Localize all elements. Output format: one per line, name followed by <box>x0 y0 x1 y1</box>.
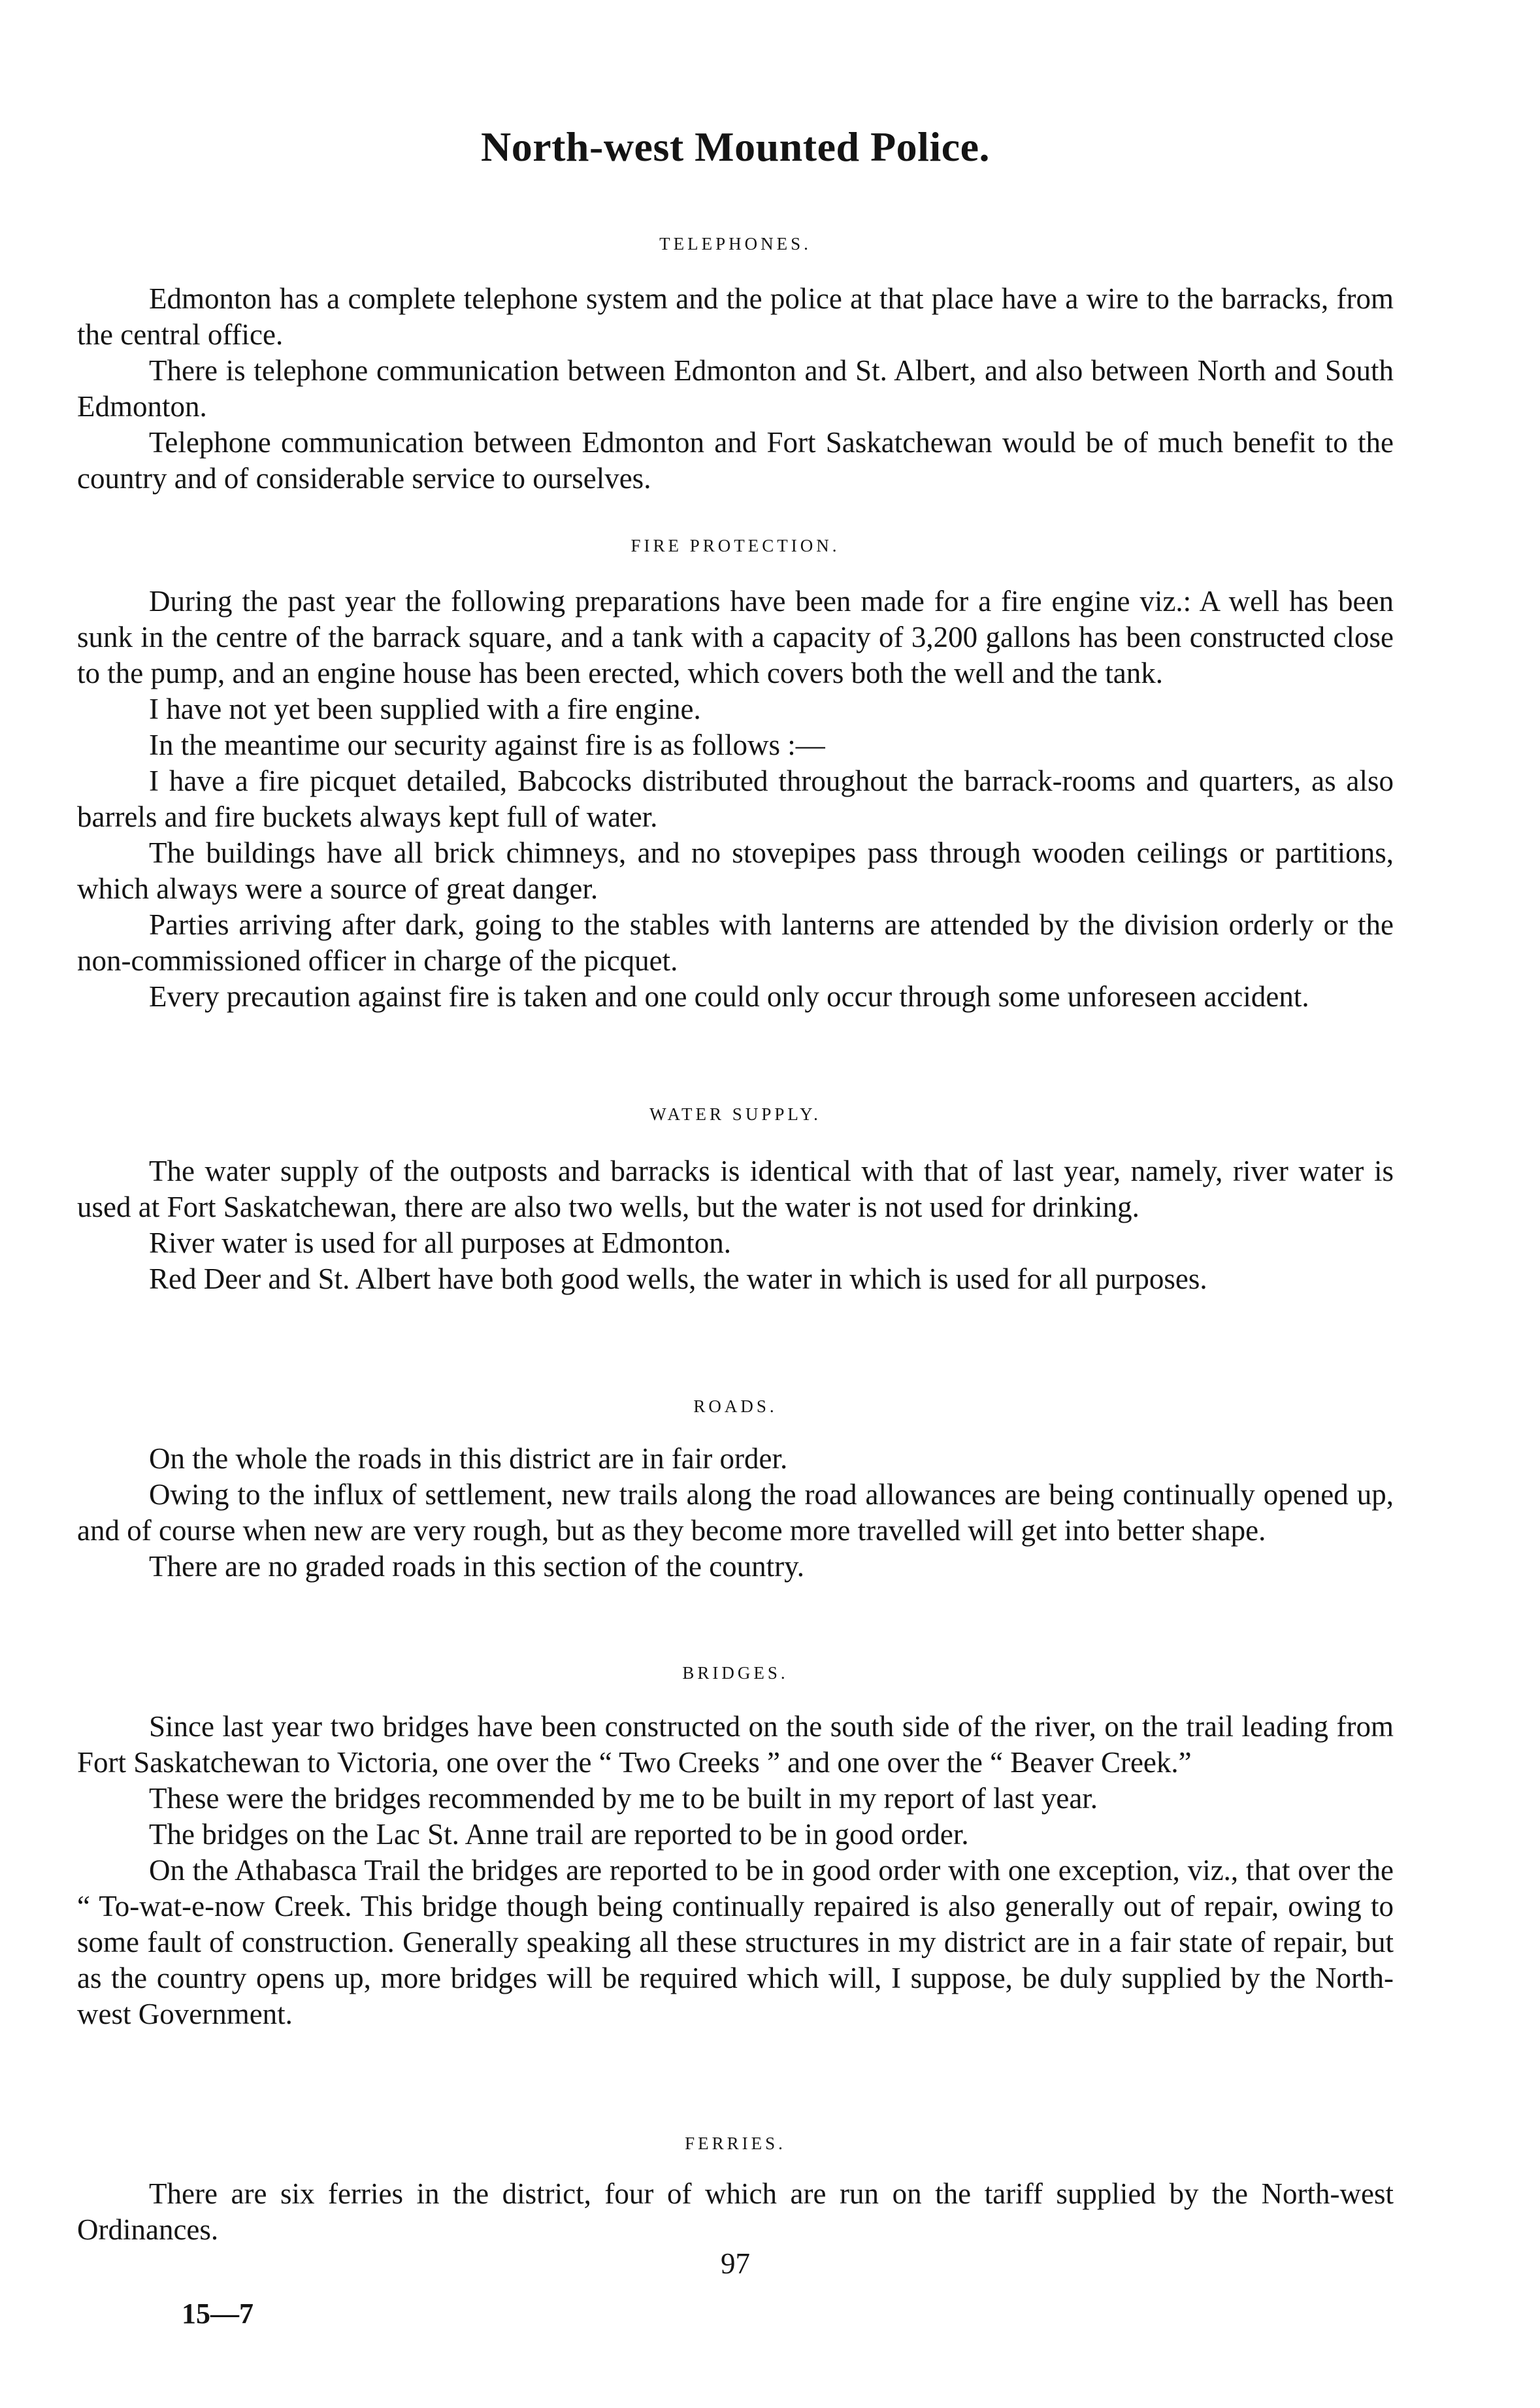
paragraph: There are six ferries in the district, four of which are run on the tariff supplied by the North-west Ordinances. <box>77 2177 1394 2246</box>
paragraph: The bridges on the Lac St. Anne trail are reported to be in good order. <box>149 1818 969 1851</box>
bridges-heading: BRIDGES. <box>682 1663 789 1683</box>
signature-mark: 15—7 <box>182 2298 254 2330</box>
paragraph: Owing to the influx of settlement, new trails along the road allowances are being continually opened up, and of course when new are very rough, but as they become more travelled will get into better shape. <box>77 1478 1394 1547</box>
document-page <box>77 0 1394 2408</box>
paragraph: On the whole the roads in this district are in fair order. <box>149 1442 788 1475</box>
page-title: North-west Mounted Police. <box>480 124 991 170</box>
fire-protection-section <box>77 584 1394 1015</box>
paragraph: Edmonton has a complete telephone system and the police at that place have a wire to the barracks, from the central office. <box>77 282 1394 351</box>
paragraph: Since last year two bridges have been constructed on the south side of the river, on the trail leading from Fort Saskatchewan to Victoria, one over the “ Two Creeks ” and one over the “ Beaver Creek.” <box>77 1710 1394 1779</box>
ferries-section <box>77 2176 1394 2248</box>
paragraph: I have not yet been supplied with a fire engine. <box>149 693 701 725</box>
paragraph: Telephone communication between Edmonton and Fort Saskatchewan would be of much benefit to the country and of considerable service to ourselves. <box>77 426 1394 495</box>
paragraph: I have a fire picquet detailed, Babcocks distributed throughout the barrack-rooms and quarters, as also barrels and fire buckets always kept full of water. <box>77 765 1394 833</box>
page-number: 97 <box>721 2247 750 2280</box>
fire-protection-heading: FIRE PROTECTION. <box>631 536 840 555</box>
water-supply-heading: WATER SUPPLY. <box>649 1104 821 1124</box>
telephones-section <box>77 281 1394 497</box>
paragraph: Red Deer and St. Albert have both good wells, the water in which is used for all purposes. <box>149 1262 1207 1295</box>
paragraph: During the past year the following preparations have been made for a fire engine viz.: A well has been sunk in the centre of the barrack square, and a tank with a capacity of 3,200 gallons has been constructed close to the pump, and an engine house has been erected, which covers both the well and the tank. <box>77 585 1394 689</box>
paragraph: There are no graded roads in this section of the country. <box>149 1550 804 1583</box>
ferries-heading: FERRIES. <box>685 2134 786 2153</box>
roads-heading: ROADS. <box>693 1396 778 1416</box>
roads-section <box>77 1441 1394 1585</box>
paragraph: The water supply of the outposts and barracks is identical with that of last year, namely, river water is used at Fort Saskatchewan, there are also two wells, but the water is not used for drinking. <box>77 1155 1394 1223</box>
paragraph: Parties arriving after dark, going to the stables with lanterns are attended by the division orderly or the non-commissioned officer in charge of the picquet. <box>77 908 1394 977</box>
paragraph: On the Athabasca Trail the bridges are reported to be in good order with one exception, viz., that over the “ To-wat-e-now Creek. This bridge though being continually repaired is also generally out of repair, owing to some fault of construction. Generally speaking all these structures in my district are in a fair state of repair, but as the country opens up, more bridges will be required which will, I suppose, be duly supplied by the North-west Government. <box>77 1854 1394 2030</box>
paragraph: River water is used for all purposes at Edmonton. <box>149 1227 732 1259</box>
paragraph: Every precaution against fire is taken and one could only occur through some unforeseen accident. <box>149 980 1309 1013</box>
paragraph: These were the bridges recommended by me to be built in my report of last year. <box>149 1782 1098 1815</box>
bridges-section <box>77 1709 1394 2032</box>
paragraph: The buildings have all brick chimneys, and no stovepipes pass through wooden ceilings or partitions, which always were a source of great danger. <box>77 836 1394 905</box>
telephones-heading: TELEPHONES. <box>659 234 811 254</box>
paragraph: In the meantime our security against fire is as follows :— <box>149 729 825 761</box>
paragraph: There is telephone communication between Edmonton and St. Albert, and also between North and South Edmonton. <box>77 354 1394 423</box>
water-supply-section <box>77 1153 1394 1297</box>
